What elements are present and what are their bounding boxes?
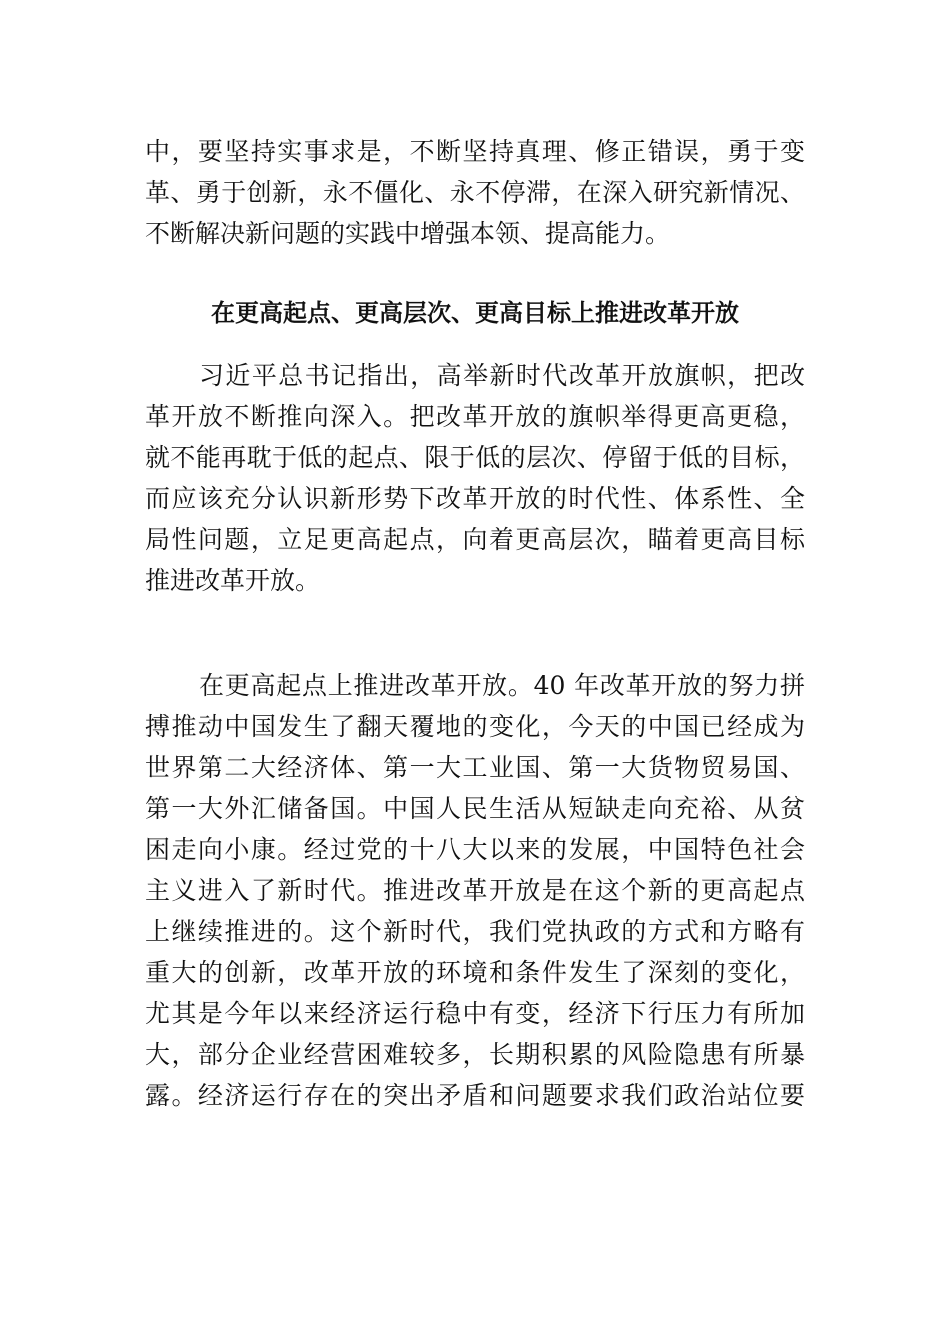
paragraph xyxy=(145,665,805,1116)
paragraph xyxy=(145,355,805,601)
text-line: 重大的创新，改革开放的环境和条件发生了深刻的变化， xyxy=(145,958,805,987)
section-heading: 在更高起点、更高层次、更高目标上推进改革开放 xyxy=(211,299,739,327)
text-line: 推进改革开放。 xyxy=(145,566,321,595)
text-line: 尤其是今年以来经济运行稳中有变，经济下行压力有所加 xyxy=(145,999,805,1028)
text-line: 搏推动中国发生了翻天覆地的变化，今天的中国已经成为 xyxy=(145,712,805,741)
text-line: 革开放不断推向深入。把改革开放的旗帜举得更高更稳， xyxy=(145,402,805,431)
text-line: 大，部分企业经营困难较多，长期积累的风险隐患有所暴 xyxy=(145,1040,805,1069)
text-line: 在更高起点上推进改革开放。40 年改革开放的努力拼 xyxy=(199,671,805,700)
text-line: 中，要坚持实事求是，不断坚持真理、修正错误，勇于变 xyxy=(145,137,805,166)
text-line: 主义进入了新时代。推进改革开放是在这个新的更高起点 xyxy=(145,876,805,905)
text-line: 世界第二大经济体、第一大工业国、第一大货物贸易国、 xyxy=(145,753,805,782)
text-line: 露。经济运行存在的突出矛盾和问题要求我们政治站位要 xyxy=(145,1081,805,1110)
text-line: 革、勇于创新，永不僵化、永不停滞，在深入研究新情况、 xyxy=(145,178,805,207)
text-line: 习近平总书记指出，高举新时代改革开放旗帜，把改 xyxy=(199,361,805,390)
text-line: 局性问题，立足更高起点，向着更高层次，瞄着更高目标 xyxy=(145,525,805,554)
text-line: 而应该充分认识新形势下改革开放的时代性、体系性、全 xyxy=(145,484,805,513)
text-line: 就不能再耽于低的起点、限于低的层次、停留于低的目标， xyxy=(145,443,805,472)
text-line: 第一大外汇储备国。中国人民生活从短缺走向充裕、从贫 xyxy=(145,794,805,823)
text-line: 上继续推进的。这个新时代，我们党执政的方式和方略有 xyxy=(145,917,805,946)
text-line: 困走向小康。经过党的十八大以来的发展，中国特色社会 xyxy=(145,835,805,864)
paragraph-continued xyxy=(145,131,805,254)
text-line: 不断解决新问题的实践中增强本领、提高能力。 xyxy=(145,219,671,248)
